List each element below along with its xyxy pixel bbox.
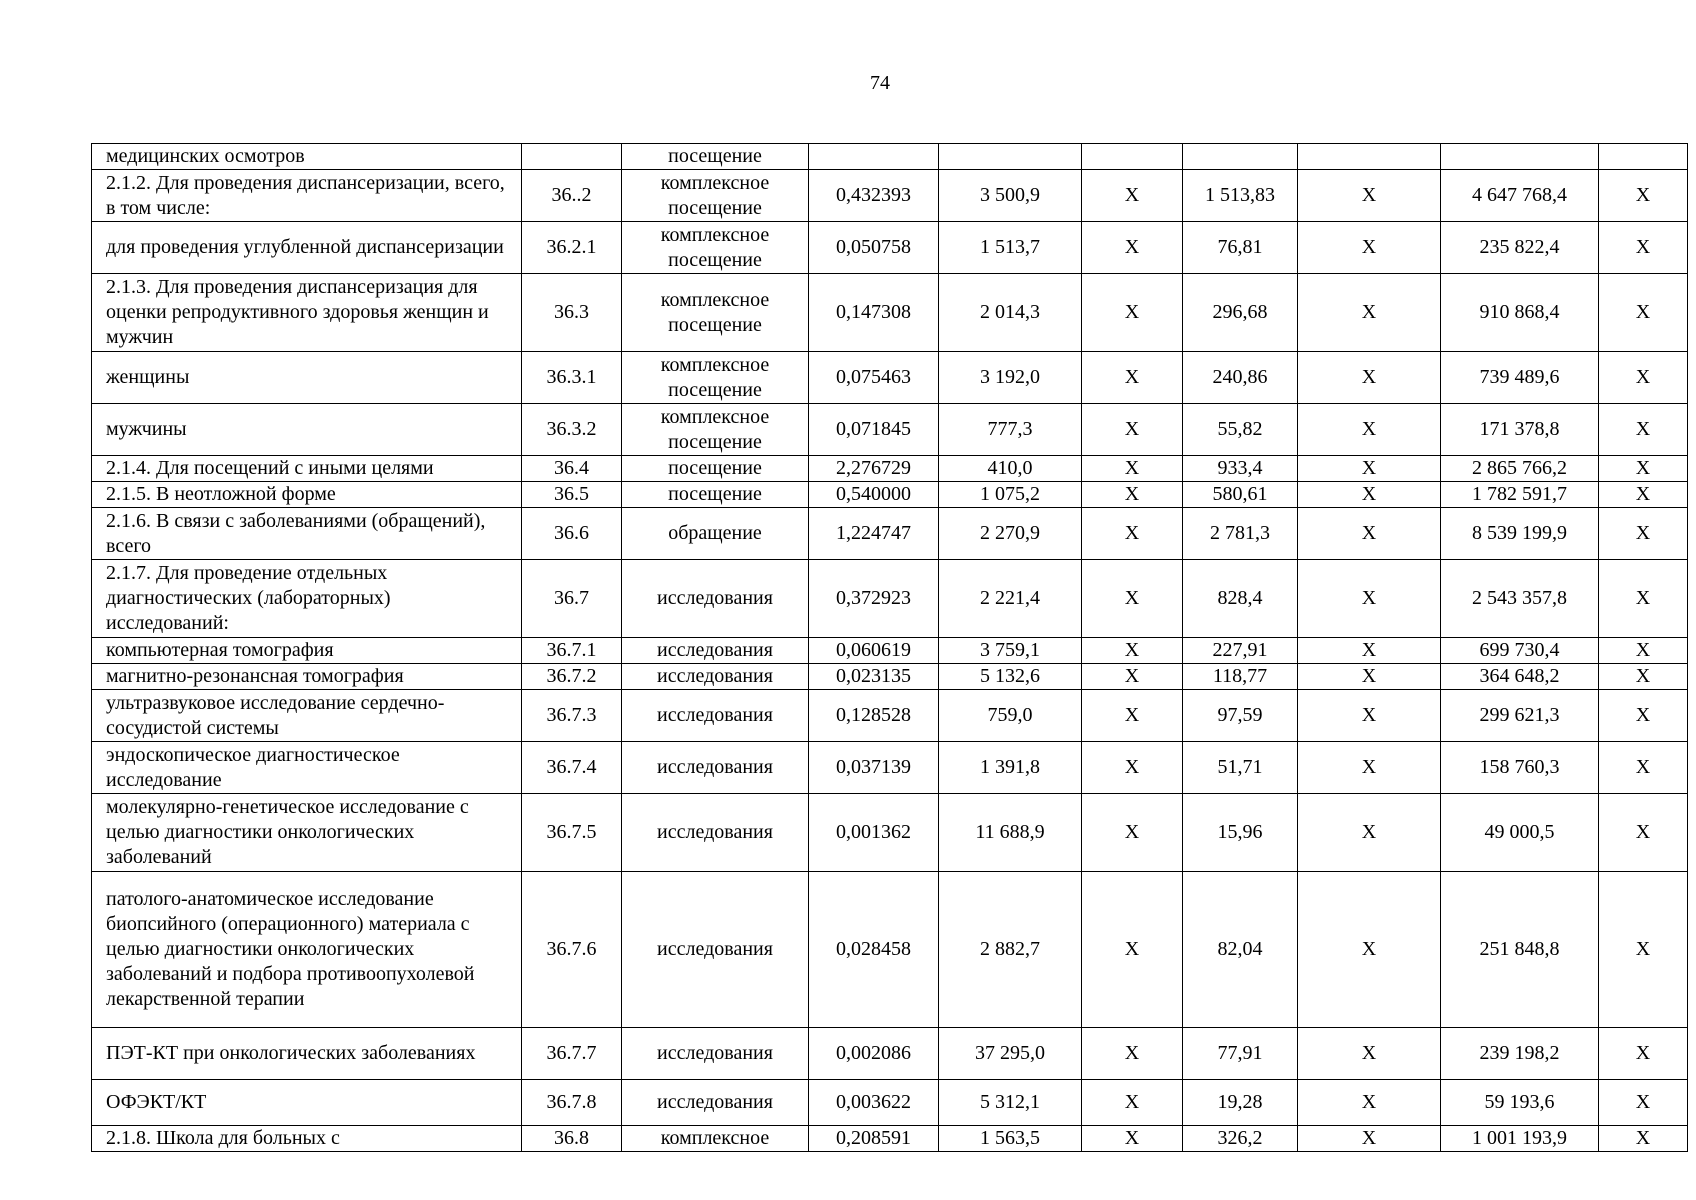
cell-per-capita: 828,4 (1183, 560, 1298, 638)
cell-cost: 3 192,0 (939, 352, 1082, 404)
cell-sum: 158 760,3 (1441, 742, 1599, 794)
cell-per-capita: 19,28 (1183, 1080, 1298, 1126)
cell-norm: 0,060619 (809, 638, 939, 664)
cell-cost: 2 221,4 (939, 560, 1082, 638)
cell-sum: 171 378,8 (1441, 404, 1599, 456)
cell-name: магнитно-резонансная томография (92, 664, 522, 690)
cell-sum: 235 822,4 (1441, 222, 1599, 274)
cell-per-capita: 55,82 (1183, 404, 1298, 456)
cell-x: X (1298, 1028, 1441, 1080)
cell-sum: 699 730,4 (1441, 638, 1599, 664)
table-row (92, 872, 1688, 1028)
table-body (92, 144, 1688, 1152)
cell-cost: 777,3 (939, 404, 1082, 456)
cell-per-capita: 1 513,83 (1183, 170, 1298, 222)
cell-code: 36.7.7 (522, 1028, 622, 1080)
table-row (92, 664, 1688, 690)
cell-x: X (1298, 1126, 1441, 1152)
cell-code: 36.7.2 (522, 664, 622, 690)
cell-unit: посещение (622, 482, 809, 508)
table-row (92, 170, 1688, 222)
cell-unit: комплексное (622, 1126, 809, 1152)
cell-norm: 2,276729 (809, 456, 939, 482)
cell-cost: 2 270,9 (939, 508, 1082, 560)
cell-x: X (1298, 690, 1441, 742)
cell-cost: 2 882,7 (939, 872, 1082, 1028)
table-row (92, 742, 1688, 794)
cell-x: X (1599, 222, 1688, 274)
cell-name: женщины (92, 352, 522, 404)
cell-code: 36.2.1 (522, 222, 622, 274)
cell-cost (939, 144, 1082, 170)
cell-sum: 364 648,2 (1441, 664, 1599, 690)
cell-x (1082, 144, 1183, 170)
cell-sum: 4 647 768,4 (1441, 170, 1599, 222)
cell-name: эндоскопическое диагностическое исследование (92, 742, 522, 794)
cell-name: ультразвуковое исследование сердечно-сосудистой системы (92, 690, 522, 742)
cell-unit: исследования (622, 638, 809, 664)
cell-x: X (1599, 456, 1688, 482)
cell-x: X (1599, 664, 1688, 690)
table-row (92, 638, 1688, 664)
table-row (92, 690, 1688, 742)
cell-code: 36.8 (522, 1126, 622, 1152)
cell-unit: исследования (622, 664, 809, 690)
cell-x (1599, 144, 1688, 170)
cell-x: X (1082, 1126, 1183, 1152)
cell-x: X (1599, 1080, 1688, 1126)
cell-unit: комплексное посещение (622, 404, 809, 456)
cell-per-capita: 118,77 (1183, 664, 1298, 690)
cell-cost: 5 132,6 (939, 664, 1082, 690)
table-row (92, 1028, 1688, 1080)
cell-per-capita: 933,4 (1183, 456, 1298, 482)
cell-x: X (1599, 404, 1688, 456)
cell-x: X (1082, 222, 1183, 274)
cell-x: X (1298, 508, 1441, 560)
cell-name: компьютерная томография (92, 638, 522, 664)
cell-norm: 0,540000 (809, 482, 939, 508)
cell-per-capita: 240,86 (1183, 352, 1298, 404)
table-row (92, 456, 1688, 482)
cell-unit: посещение (622, 144, 809, 170)
cell-x: X (1599, 1028, 1688, 1080)
cell-x: X (1298, 274, 1441, 352)
cell-x: X (1082, 872, 1183, 1028)
cell-cost: 1 391,8 (939, 742, 1082, 794)
cell-cost: 11 688,9 (939, 794, 1082, 872)
cell-unit: исследования (622, 742, 809, 794)
cell-sum: 910 868,4 (1441, 274, 1599, 352)
cell-norm: 0,147308 (809, 274, 939, 352)
cell-sum: 2 865 766,2 (1441, 456, 1599, 482)
cell-x: X (1082, 560, 1183, 638)
cell-norm: 0,003622 (809, 1080, 939, 1126)
cell-name: 2.1.4. Для посещений с иными целями (92, 456, 522, 482)
cell-name: ОФЭКТ/КТ (92, 1080, 522, 1126)
cell-x: X (1082, 794, 1183, 872)
cell-x: X (1082, 638, 1183, 664)
cell-x: X (1298, 872, 1441, 1028)
cell-x: X (1298, 456, 1441, 482)
cell-norm: 0,075463 (809, 352, 939, 404)
cell-sum: 299 621,3 (1441, 690, 1599, 742)
cell-unit: комплексное посещение (622, 352, 809, 404)
cell-per-capita: 326,2 (1183, 1126, 1298, 1152)
cell-x: X (1082, 664, 1183, 690)
cell-per-capita: 51,71 (1183, 742, 1298, 794)
cell-x: X (1298, 664, 1441, 690)
cell-norm (809, 144, 939, 170)
cell-x: X (1599, 560, 1688, 638)
table-row (92, 144, 1688, 170)
cell-x: X (1082, 690, 1183, 742)
cell-norm: 0,002086 (809, 1028, 939, 1080)
cell-x: X (1082, 508, 1183, 560)
cell-x: X (1082, 352, 1183, 404)
cell-code: 36.7.6 (522, 872, 622, 1028)
table-row (92, 560, 1688, 638)
cell-x: X (1082, 1028, 1183, 1080)
cell-per-capita: 15,96 (1183, 794, 1298, 872)
cell-sum: 239 198,2 (1441, 1028, 1599, 1080)
cell-x: X (1298, 222, 1441, 274)
cell-sum: 49 000,5 (1441, 794, 1599, 872)
table-row (92, 222, 1688, 274)
cell-code: 36.7.5 (522, 794, 622, 872)
cell-code: 36.7 (522, 560, 622, 638)
cell-x: X (1599, 170, 1688, 222)
cell-name: патолого-анатомическое исследование биопсийного (операционного) материала с целью диагностики онкологических заболеваний и подбора противоопухолевой лекарственной терапии (92, 872, 522, 1028)
cell-cost: 3 759,1 (939, 638, 1082, 664)
cell-x: X (1298, 560, 1441, 638)
cell-cost: 1 075,2 (939, 482, 1082, 508)
cell-norm: 0,372923 (809, 560, 939, 638)
cell-name: для проведения углубленной диспансеризации (92, 222, 522, 274)
cell-x: X (1298, 1080, 1441, 1126)
cell-cost: 1 563,5 (939, 1126, 1082, 1152)
cell-x: X (1599, 794, 1688, 872)
cell-cost: 759,0 (939, 690, 1082, 742)
cell-x: X (1298, 170, 1441, 222)
cell-name: 2.1.6. В связи с заболеваниями (обращений), всего (92, 508, 522, 560)
cell-unit: комплексное посещение (622, 170, 809, 222)
cell-x: X (1082, 274, 1183, 352)
cell-sum: 1 001 193,9 (1441, 1126, 1599, 1152)
cell-code: 36.7.1 (522, 638, 622, 664)
cell-sum: 59 193,6 (1441, 1080, 1599, 1126)
cell-code: 36.7.3 (522, 690, 622, 742)
cell-name: 2.1.8. Школа для больных с (92, 1126, 522, 1152)
cell-per-capita: 296,68 (1183, 274, 1298, 352)
cell-x: X (1082, 404, 1183, 456)
cell-unit: исследования (622, 872, 809, 1028)
cell-code: 36.4 (522, 456, 622, 482)
cell-norm: 0,050758 (809, 222, 939, 274)
cell-x: X (1599, 638, 1688, 664)
cell-x: X (1082, 170, 1183, 222)
cell-unit: посещение (622, 456, 809, 482)
cell-per-capita: 77,91 (1183, 1028, 1298, 1080)
cell-cost: 410,0 (939, 456, 1082, 482)
cell-name: мужчины (92, 404, 522, 456)
cell-x: X (1599, 872, 1688, 1028)
cell-x: X (1599, 742, 1688, 794)
data-table (91, 143, 1688, 1152)
table-row (92, 404, 1688, 456)
cell-code (522, 144, 622, 170)
cell-norm: 0,001362 (809, 794, 939, 872)
cell-name: 2.1.7. Для проведение отдельных диагностических (лабораторных) исследований: (92, 560, 522, 638)
cell-name: 2.1.2. Для проведения диспансеризации, всего, в том числе: (92, 170, 522, 222)
cell-unit: исследования (622, 560, 809, 638)
cell-x: X (1599, 690, 1688, 742)
cell-name: молекулярно-генетическое исследование с целью диагностики онкологических заболеваний (92, 794, 522, 872)
page-number: 74 (870, 72, 890, 94)
cell-per-capita: 227,91 (1183, 638, 1298, 664)
cell-per-capita: 2 781,3 (1183, 508, 1298, 560)
cell-code: 36..2 (522, 170, 622, 222)
cell-norm: 1,224747 (809, 508, 939, 560)
cell-cost: 2 014,3 (939, 274, 1082, 352)
cell-x: X (1298, 404, 1441, 456)
cell-unit: комплексное посещение (622, 274, 809, 352)
table-row (92, 482, 1688, 508)
cell-per-capita: 97,59 (1183, 690, 1298, 742)
cell-cost: 37 295,0 (939, 1028, 1082, 1080)
cell-x: X (1082, 456, 1183, 482)
cell-sum: 8 539 199,9 (1441, 508, 1599, 560)
cell-x: X (1599, 482, 1688, 508)
cell-norm: 0,432393 (809, 170, 939, 222)
cell-x (1298, 144, 1441, 170)
cell-per-capita: 580,61 (1183, 482, 1298, 508)
cell-per-capita: 76,81 (1183, 222, 1298, 274)
cell-norm: 0,208591 (809, 1126, 939, 1152)
cell-norm: 0,037139 (809, 742, 939, 794)
cell-name: ПЭТ-КТ при онкологических заболеваниях (92, 1028, 522, 1080)
cell-unit: исследования (622, 1028, 809, 1080)
cell-name: медицинских осмотров (92, 144, 522, 170)
cell-x: X (1298, 742, 1441, 794)
cell-sum: 1 782 591,7 (1441, 482, 1599, 508)
cell-code: 36.7.4 (522, 742, 622, 794)
cell-code: 36.5 (522, 482, 622, 508)
table-row (92, 1080, 1688, 1126)
cell-unit: обращение (622, 508, 809, 560)
cell-sum: 739 489,6 (1441, 352, 1599, 404)
cell-norm: 0,023135 (809, 664, 939, 690)
cell-code: 36.3 (522, 274, 622, 352)
cell-sum: 2 543 357,8 (1441, 560, 1599, 638)
cell-unit: исследования (622, 794, 809, 872)
cell-code: 36.3.2 (522, 404, 622, 456)
cell-x: X (1298, 638, 1441, 664)
cell-x: X (1599, 508, 1688, 560)
cell-norm: 0,028458 (809, 872, 939, 1028)
cell-x: X (1082, 482, 1183, 508)
cell-norm: 0,071845 (809, 404, 939, 456)
cell-norm: 0,128528 (809, 690, 939, 742)
cell-code: 36.7.8 (522, 1080, 622, 1126)
cell-x: X (1599, 274, 1688, 352)
table-row (92, 794, 1688, 872)
cell-x: X (1082, 742, 1183, 794)
cell-sum (1441, 144, 1599, 170)
cell-x: X (1298, 482, 1441, 508)
cell-sum: 251 848,8 (1441, 872, 1599, 1028)
cell-per-capita: 82,04 (1183, 872, 1298, 1028)
table-row (92, 352, 1688, 404)
table-row (92, 1126, 1688, 1152)
cell-x: X (1599, 1126, 1688, 1152)
cell-cost: 5 312,1 (939, 1080, 1082, 1126)
cell-cost: 3 500,9 (939, 170, 1082, 222)
cell-per-capita (1183, 144, 1298, 170)
table-row (92, 274, 1688, 352)
cell-code: 36.6 (522, 508, 622, 560)
table-row (92, 508, 1688, 560)
cell-unit: исследования (622, 690, 809, 742)
cell-x: X (1599, 352, 1688, 404)
cell-unit: исследования (622, 1080, 809, 1126)
cell-code: 36.3.1 (522, 352, 622, 404)
cell-name: 2.1.5. В неотложной форме (92, 482, 522, 508)
cell-x: X (1082, 1080, 1183, 1126)
cell-x: X (1298, 352, 1441, 404)
cell-cost: 1 513,7 (939, 222, 1082, 274)
cell-name: 2.1.3. Для проведения диспансеризация для оценки репродуктивного здоровья женщин и мужчин (92, 274, 522, 352)
cell-unit: комплексное посещение (622, 222, 809, 274)
cell-x: X (1298, 794, 1441, 872)
